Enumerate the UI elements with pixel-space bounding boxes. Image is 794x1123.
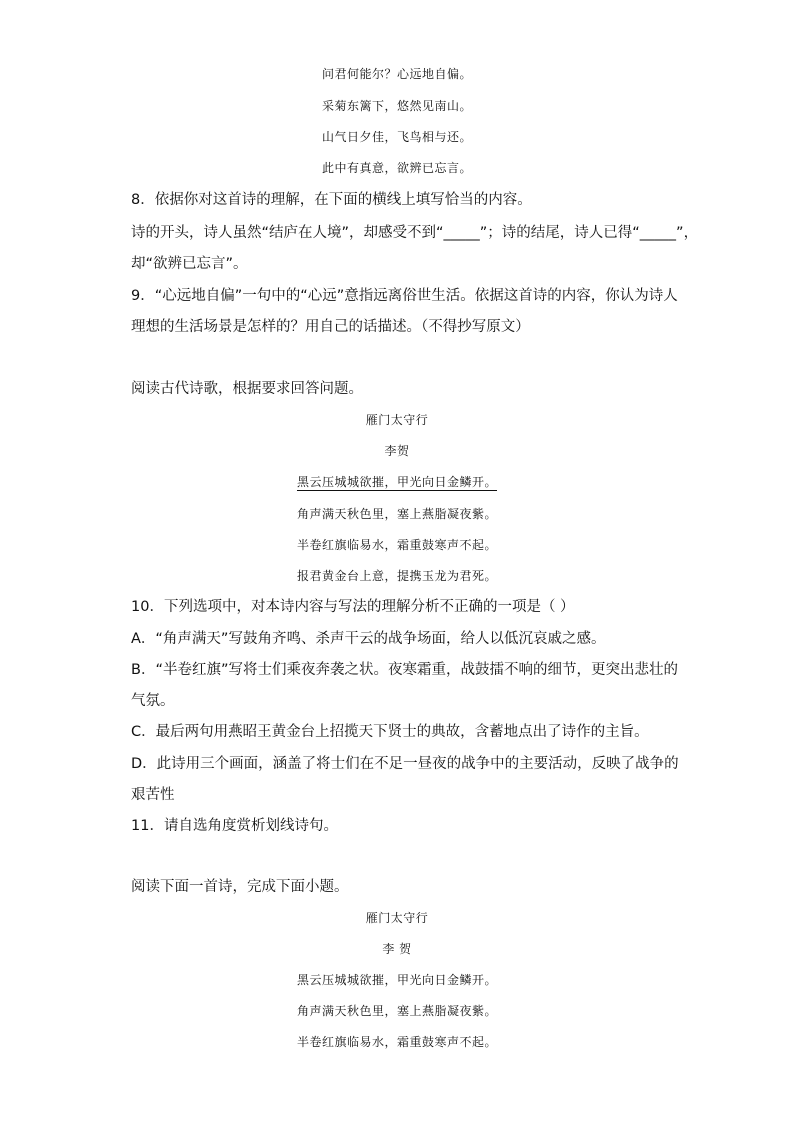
poem-line-underlined-wrap bbox=[0, 476, 794, 488]
option-d-cont: 艰苦性 bbox=[131, 787, 175, 803]
poem-author: 李贺 bbox=[384, 444, 410, 458]
question-9-text: 9．“心远地自偏”一句中的“心远”意指远离俗世生活。依据这首诗的内容，你认为诗人 bbox=[131, 288, 678, 304]
question-8-prompt: 8．依据你对这首诗的理解，在下面的横线上填写恰当的内容。 bbox=[131, 192, 532, 208]
poem-title: 雁门太守行 bbox=[365, 911, 429, 925]
option-b: B．“半卷红旗”写将士们乘夜奔袭之状。夜寒霜重，战鼓擂不响的细节，更突出悲壮的 bbox=[131, 662, 678, 678]
section-intro: 阅读古代诗歌，根据要求回答问题。 bbox=[131, 381, 363, 397]
poem-line: 此中有真意，欲辨已忘言。 bbox=[321, 161, 472, 175]
poem-line: 半卷红旗临易水，霜重鼓寒声不起。 bbox=[296, 538, 497, 552]
question-9-text: 理想的生活场景是怎样的？用自己的话描述。（不得抄写原文） bbox=[131, 319, 530, 335]
question-10-prompt: 10．下列选项中，对本诗内容与写法的理解分析不正确的一项是（ ） bbox=[131, 599, 575, 615]
section-intro: 阅读下面一首诗，完成下面小题。 bbox=[131, 879, 349, 895]
poem-line: 角声满天秋色里，塞上燕脂凝夜紫。 bbox=[296, 507, 497, 521]
option-b-cont: 气氛。 bbox=[131, 693, 175, 709]
poem-title: 雁门太守行 bbox=[365, 413, 429, 427]
question-11-prompt: 11．请自选角度赏析划线诗句。 bbox=[131, 818, 338, 834]
poem-line: 报君黄金台上意，提携玉龙为君死。 bbox=[296, 569, 497, 583]
poem-line-underlined: 黑云压城城欲摧，甲光向日金鳞开。 bbox=[296, 475, 497, 489]
option-d: D．此诗用三个画面，涵盖了将士们在不足一昼夜的战争中的主要活动，反映了战争的 bbox=[131, 756, 679, 772]
question-8-text: 诗的开头，诗人虽然“结庐在人境”，却感受不到“_____”；诗的结尾，诗人已得“_____”， bbox=[131, 225, 699, 241]
question-8-text: 却“欲辨已忘言”。 bbox=[131, 256, 248, 272]
option-c: C．最后两句用燕昭王黄金台上招揽天下贤士的典故，含蓄地点出了诗作的主旨。 bbox=[131, 724, 649, 740]
option-a: A．“角声满天”写鼓角齐鸣、杀声干云的战争场面，给人以低沉哀戚之感。 bbox=[131, 631, 606, 647]
poem-line: 问君何能尔？心远地自偏。 bbox=[321, 67, 472, 81]
poem-line: 黑云压城城欲摧，甲光向日金鳞开。 bbox=[296, 973, 497, 987]
poem-line: 采菊东篱下，悠然见南山。 bbox=[321, 99, 472, 113]
poem-line: 角声满天秋色里，塞上燕脂凝夜紫。 bbox=[296, 1004, 497, 1018]
poem-author: 李 贺 bbox=[382, 942, 412, 956]
poem-line: 山气日夕佳，飞鸟相与还。 bbox=[321, 130, 472, 144]
poem-line: 半卷红旗临易水，霜重鼓寒声不起。 bbox=[296, 1035, 497, 1049]
